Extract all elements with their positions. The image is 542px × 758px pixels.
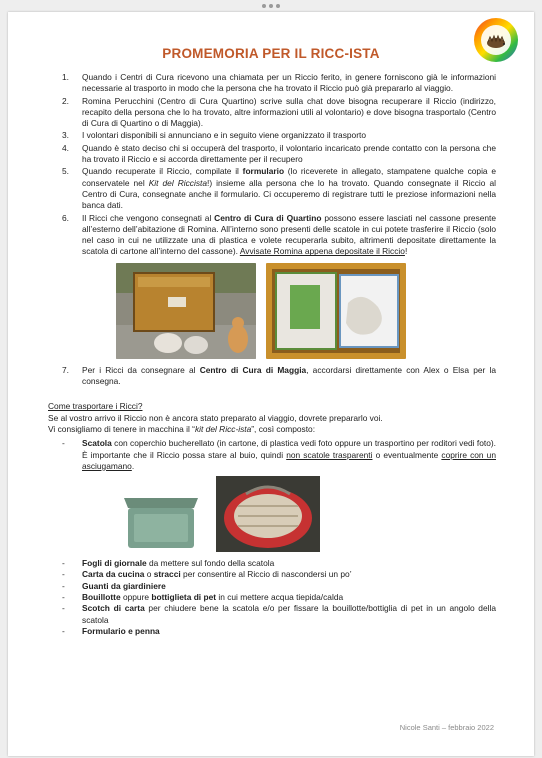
text-run: I volontari disponibili si annunciano e in seguito viene organizzato il trasporto (82, 130, 366, 141)
bullet-dash: - (62, 580, 65, 591)
transport-section (48, 401, 496, 637)
bullet-dash: - (62, 558, 65, 569)
text-run: oppure (120, 592, 152, 603)
text-run: Per i Ricci da consegnare al (82, 364, 200, 375)
text-run: ”, così composto: (251, 423, 316, 434)
document-page (8, 12, 534, 756)
photo-plastic-box (116, 488, 206, 552)
bullet-dash: - (62, 569, 65, 580)
step-number: 5. (62, 166, 69, 177)
underlined-text: non scatole trasparenti (286, 449, 373, 460)
page-title: PROMEMORIA PER IL RICC-ISTA (162, 46, 380, 61)
photo-rodent-carrier (216, 476, 320, 552)
content (48, 72, 496, 637)
bold-text: stracci (153, 569, 181, 580)
kit-item (48, 592, 496, 603)
text-run: per chiudere bene la scatola e/o per fissare la bouillotte/bottiglia di pet in un angolo della scatola (82, 603, 496, 625)
underlined-text: Avvisate Romina appena depositate il Riccio (239, 246, 405, 257)
photo-box-interior-containers (266, 263, 406, 359)
bold-text: Centro di Cura di Quartino (214, 212, 322, 223)
italic-text: kit del Ricc-ista (194, 423, 252, 434)
text-run: o (144, 569, 154, 580)
kit-item (48, 626, 496, 637)
step-number: 7. (62, 364, 69, 375)
italic-text: Kit del Riccista (148, 177, 208, 188)
text-run: (lo riceverete in allegato, stampatene qualche copia e conservatele nel (82, 166, 496, 188)
step-number: 6. (62, 212, 69, 223)
step-number: 1. (62, 72, 69, 82)
transport-kit-intro (48, 424, 496, 435)
step-number: 4. (62, 142, 69, 153)
step-item-5 (48, 166, 496, 211)
text-run: per consentire al Riccio di nascondersi un po’ (180, 569, 352, 580)
bullet-dash: - (62, 603, 65, 614)
kit-item (48, 558, 496, 569)
kit-item (48, 569, 496, 580)
bold-text: Carta da cucina (82, 569, 145, 580)
footer-author: Nicole Santi – febbraio 2022 (399, 723, 494, 732)
underlined-text: coprire con un asciugamano (82, 449, 496, 471)
kit-item (48, 581, 496, 592)
text-run: o eventualmente (372, 449, 442, 460)
transport-intro: Se al vostro arrivo il Riccio non è ancora stato preparato al viaggio, dovrete prepararlo voi. (48, 412, 383, 423)
bold-text: formulario (242, 166, 285, 177)
bold-text: Scotch di carta (82, 603, 145, 614)
kit-item (48, 603, 496, 626)
text-run: in cui mettere acqua tiepida/calda (216, 592, 344, 603)
step-number: 2. (62, 95, 69, 106)
kit-list (48, 438, 496, 637)
photos-quartino (116, 263, 496, 359)
text-run: Quando è stato deciso chi si occuperà del trasporto, il volontario incaricato prende contatto con la persona che ha trovato il Riccio e si accorda direttamente per il recupero (82, 142, 496, 165)
photo-outdoor-box-with-cat (116, 263, 256, 359)
bold-text: bottiglieta di pet (151, 592, 217, 603)
text-run: !) insieme alla persona che lo ha trovato. Quando consegnate il Riccio al Centro di Cura, consegnate anche il formulario. Ci occuperemo di registrare tutti le preziose informazioni nella banca dati. (82, 177, 496, 211)
text-run: Quando recuperate il Riccio, compilate il (82, 166, 243, 177)
text-run: Romina Perucchini (Centro di Cura Quartino) scrive sulla chat dove bisogna recuperare il Riccio (indirizzo, recapito della persona che lo ha trovato, altre informazioni utili al volontario) e dove bisogna trasportalo (Centro di Cura di Quartino o di Maggia). (82, 95, 496, 129)
step-item-6 (48, 213, 496, 359)
kit-item (48, 438, 496, 552)
step-item-1 (48, 72, 496, 95)
steps-list (48, 72, 496, 387)
text-run: Quando i Centri di Cura ricevono una chiamata per un Riccio ferito, in genere forniscono già le informazioni necessarie al trasporto in modo che la persona che ha trovato il Riccio può già prepararlo al viaggio. (82, 72, 496, 94)
bold-text: Guanti da giardiniere (82, 580, 166, 591)
text-run: Vi consigliamo di tenere in macchina il “ (48, 423, 195, 434)
text-run: . (131, 460, 135, 471)
bullet-dash: - (62, 592, 65, 603)
text-run: ! (404, 246, 408, 257)
bold-text: Centro di Cura di Maggia (199, 364, 307, 375)
text-run: da mettere sul fondo della scatola (146, 558, 275, 569)
bold-text: Fogli di giornale (82, 558, 147, 569)
photos-kit (116, 476, 496, 552)
bullet-dash: - (62, 438, 65, 449)
bullet-dash: - (62, 625, 65, 636)
drag-handle[interactable] (262, 4, 280, 8)
step-number: 3. (62, 130, 69, 141)
text-run: Il Ricci che vengono consegnati al (82, 212, 215, 223)
step-item-7 (48, 365, 496, 388)
step-item-2 (48, 96, 496, 130)
step-item-4 (48, 143, 496, 166)
bold-text: Scatola (82, 438, 112, 449)
transport-heading: Come trasportare i Ricci? (48, 401, 143, 412)
bold-text: Formulario e penna (82, 625, 160, 636)
text-run: possono essere lasciati nel cassone presente all’esterno dell’abitazione di Romina. All’interno sono presenti delle scatole in cui potete trasferire il Riccio (solo nel caso in cui ne utilizzate una di plastica e volete recuperarla subito, altrimenti depositate direttamente la scatola di cartone all’interno del cassone). (82, 212, 496, 257)
text-run: con coperchio bucherellato (in cartone, di plastica vedi foto oppure un trasportino per roditori vedi foto). È importante che il Riccio possa stare al buio, quindi (82, 438, 496, 460)
step-item-3 (48, 130, 496, 141)
bold-text: Bouillotte (82, 592, 121, 603)
text-run: , accordarsi direttamente con Alex o Elsa per la consegna. (82, 364, 496, 387)
